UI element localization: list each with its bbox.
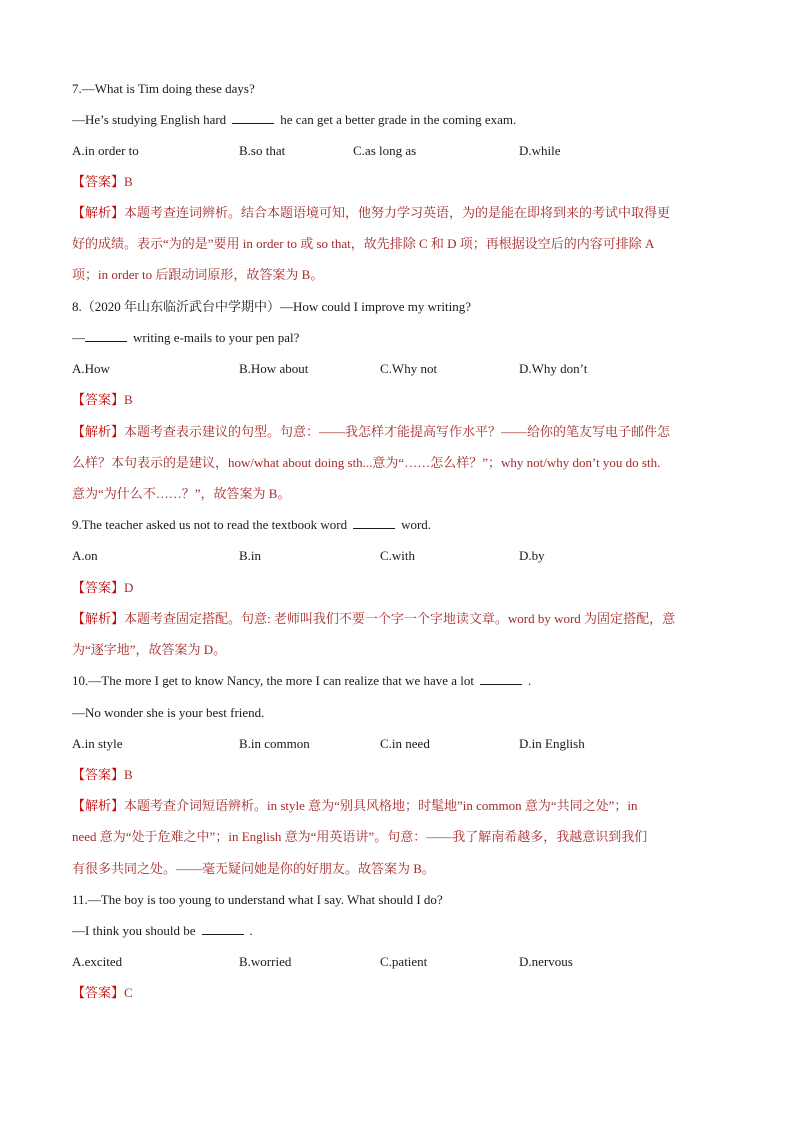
- question-9-options: [72, 546, 732, 566]
- question-7-line-2: —He’s studying English hard he can get a better grade in the coming exam.: [72, 112, 517, 127]
- option-c: C.Why not: [380, 361, 438, 376]
- answer-blank: [85, 329, 127, 342]
- question-9-answer: 【答案】D: [72, 580, 134, 595]
- option-b: B.How about: [239, 361, 309, 376]
- option-b: B.in: [239, 548, 262, 563]
- question-10-analysis-line-2: need 意为“处于危难之中”；in English 意为“用英语讲”。句意：——我了解南希越多，我越意识到我们: [72, 829, 648, 844]
- question-7-analysis-line-1: 【解析】本题考查连词辨析。结合本题语境可知，他努力学习英语，为的是能在即将到来的考试中取得更: [72, 205, 671, 220]
- question-7-analysis-line-2: 好的成绩。表示“为的是”要用 in order to 或 so that，故先排除 C 和 D 项；再根据设空后的内容可排除 A: [72, 236, 655, 251]
- option-b: B.worried: [239, 954, 292, 969]
- question-10-options: [72, 734, 732, 754]
- question-8-analysis-line-3: 意为“为什么不……？”，故答案为 B。: [72, 486, 291, 501]
- question-8-options: [72, 359, 732, 379]
- question-10-analysis-line-3: 有很多共同之处。——毫无疑问她是你的好朋友。故答案为 B。: [72, 861, 435, 876]
- question-7-line-1: 7.—What is Tim doing these days?: [72, 81, 255, 96]
- question-9-analysis-line-2: 为“逐字地”，故答案为 D。: [72, 642, 227, 657]
- question-9-analysis-line-1: 【解析】本题考查固定搭配。句意: 老师叫我们不要一个字一个字地读文章。word by word 为固定搭配，意: [72, 611, 676, 626]
- option-d: D.nervous: [519, 954, 573, 969]
- option-c: C.in need: [380, 736, 430, 751]
- option-c: C.with: [380, 548, 416, 563]
- question-8-analysis-line-1: 【解析】本题考查表示建议的句型。句意：——我怎样才能提高写作水平？——给你的笔友写电子邮件怎: [72, 424, 671, 439]
- option-d: D.while: [519, 143, 561, 158]
- answer-blank: [232, 111, 274, 124]
- option-b: B.so that: [239, 143, 286, 158]
- option-d: D.Why don’t: [519, 361, 588, 376]
- question-11-answer: 【答案】C: [72, 985, 133, 1000]
- answer-blank: [202, 922, 244, 935]
- option-a: A.in order to: [72, 143, 139, 158]
- question-8-line-1: 8.（2020 年山东临沂武台中学期中）—How could I improve my writing?: [72, 299, 471, 314]
- question-11-options: [72, 952, 732, 972]
- option-a: A.excited: [72, 954, 123, 969]
- option-a: A.on: [72, 548, 98, 563]
- option-c: C.as long as: [353, 143, 417, 158]
- question-7-options: [72, 141, 732, 161]
- option-d: D.in English: [519, 736, 585, 751]
- answer-blank: [480, 672, 522, 685]
- option-a: A.in style: [72, 736, 123, 751]
- question-10-analysis-line-1: 【解析】本题考查介词短语辨析。in style 意为“别具风格地；时髦地”in common 意为“共同之处”；in: [72, 798, 638, 813]
- option-c: C.patient: [380, 954, 428, 969]
- question-11-line-2: —I think you should be .: [72, 923, 253, 938]
- question-7-analysis-line-3: 项；in order to 后跟动词原形，故答案为 B。: [72, 267, 324, 282]
- option-b: B.in common: [239, 736, 310, 751]
- option-a: A.How: [72, 361, 110, 376]
- question-8-line-2: — writing e-mails to your pen pal?: [72, 330, 300, 345]
- question-8-analysis-line-2: 么样？本句表示的是建议，how/what about doing sth...意为“……怎么样？”；why not/why don’t you do sth.: [72, 455, 661, 470]
- answer-blank: [353, 516, 395, 529]
- question-10-line-1: 10.—The more I get to know Nancy, the more I can realize that we have a lot .: [72, 673, 532, 688]
- question-9-line-1: 9.The teacher asked us not to read the textbook word word.: [72, 517, 432, 532]
- question-11-line-1: 11.—The boy is too young to understand what I say. What should I do?: [72, 892, 443, 907]
- question-8-answer: 【答案】B: [72, 392, 133, 407]
- question-7-answer: 【答案】B: [72, 174, 133, 189]
- question-10-line-2: —No wonder she is your best friend.: [72, 705, 265, 720]
- option-d: D.by: [519, 548, 545, 563]
- question-10-answer: 【答案】B: [72, 767, 133, 782]
